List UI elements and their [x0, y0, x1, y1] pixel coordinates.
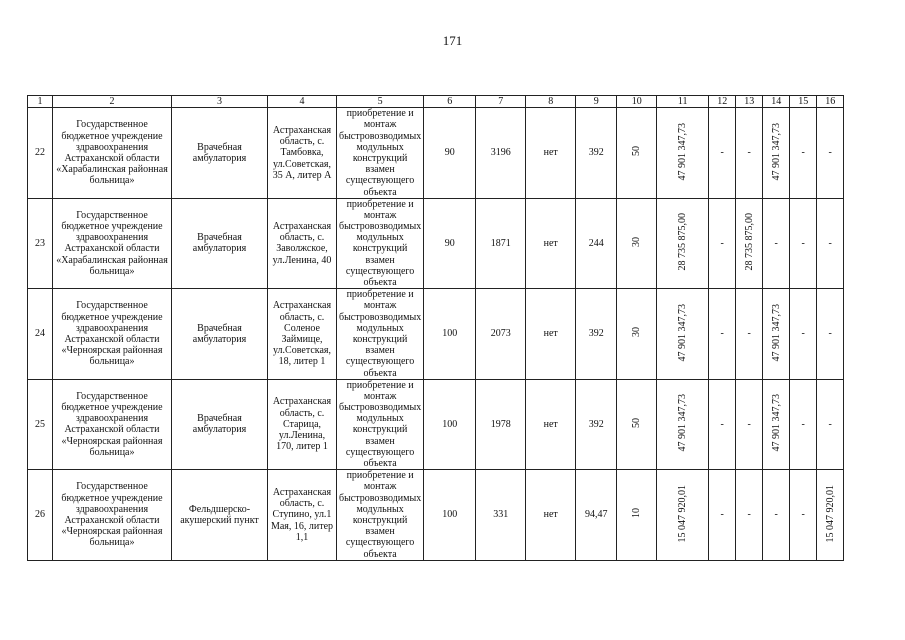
cell-col7: 2073 [476, 289, 526, 380]
cell-col16: - [817, 198, 844, 289]
cell-col10-text: 10 [631, 508, 643, 519]
cell-col8: нет [526, 379, 576, 470]
action-cell: приобретение и монтаж быстровозводимых модульных конструкций взамен существующего объекта [337, 108, 424, 199]
institution-cell: Государственное бюджетное учреждение здравоохранения Астраханской области «Харабалинская районная больница» [53, 108, 172, 199]
address-cell: Астраханская область, с. Соленое Займище, ул.Советская, 18, литер 1 [268, 289, 337, 380]
cell-col10-text: 50 [631, 417, 643, 428]
cell-col8: нет [526, 198, 576, 289]
cell-col13: - [736, 470, 763, 561]
cell-col9: 392 [576, 108, 617, 199]
facility-cell: Врачебная амбулатория [172, 198, 268, 289]
cell-col13: - [736, 379, 763, 470]
cell-col7: 331 [476, 470, 526, 561]
column-number-11: 11 [657, 96, 709, 108]
address-cell: Астраханская область, с. Старица, ул.Ленина, 170, литер 1 [268, 379, 337, 470]
action-cell: приобретение и монтаж быстровозводимых модульных конструкций взамен существующего объекта [337, 198, 424, 289]
row-number: 24 [28, 289, 53, 380]
cell-col13: - [736, 289, 763, 380]
action-cell: приобретение и монтаж быстровозводимых модульных конструкций взамен существующего объекта [337, 470, 424, 561]
cell-col14: - [763, 198, 790, 289]
cell-col10 [617, 108, 657, 199]
cell-col14-text: 47 901 347,73 [770, 394, 782, 452]
cell-col10 [617, 289, 657, 380]
cell-col11-text: 47 901 347,73 [677, 303, 689, 362]
cell-col10-text: 30 [631, 327, 643, 338]
cell-col15: - [790, 379, 817, 470]
table-row [28, 108, 844, 199]
table-row [28, 198, 844, 289]
data-table [27, 95, 844, 561]
row-number: 25 [28, 379, 53, 470]
cell-col14-text: 47 901 347,73 [770, 122, 782, 181]
cell-col14: - [763, 470, 790, 561]
cell-col12: - [709, 470, 736, 561]
column-number-9: 9 [576, 96, 617, 108]
cell-col6: 100 [424, 379, 476, 470]
column-number-5: 5 [337, 96, 424, 108]
cell-col11 [657, 470, 709, 561]
column-number-2: 2 [53, 96, 172, 108]
cell-col7: 1978 [476, 379, 526, 470]
cell-col11 [657, 289, 709, 380]
cell-col10 [617, 470, 657, 561]
cell-col15: - [790, 198, 817, 289]
column-number-12: 12 [709, 96, 736, 108]
cell-col9: 94,47 [576, 470, 617, 561]
address-cell: Астраханская область, с. Заволжское, ул.Ленина, 40 [268, 198, 337, 289]
cell-col7: 1871 [476, 198, 526, 289]
column-number-15: 15 [790, 96, 817, 108]
column-number-1: 1 [28, 96, 53, 108]
column-number-8: 8 [526, 96, 576, 108]
institution-cell: Государственное бюджетное учреждение здравоохранения Астраханской области «Черноярская районная больница» [53, 470, 172, 561]
cell-col16-text: 15 047 920,01 [824, 484, 836, 543]
cell-col10-text: 50 [631, 146, 643, 157]
address-cell: Астраханская область, с. Тамбовка, ул.Советская, 35 А, литер А [268, 108, 337, 199]
cell-col8: нет [526, 470, 576, 561]
cell-col11-text: 15 047 920,01 [677, 484, 689, 543]
cell-col15: - [790, 108, 817, 199]
cell-col12: - [709, 198, 736, 289]
cell-col13: - [736, 108, 763, 199]
column-numbers-row [28, 96, 844, 108]
column-number-6: 6 [424, 96, 476, 108]
facility-cell: Врачебная амбулатория [172, 108, 268, 199]
facility-cell: Фельдшерско-акушерский пункт [172, 470, 268, 561]
facility-cell: Врачебная амбулатория [172, 289, 268, 380]
row-number: 26 [28, 470, 53, 561]
page-number: 171 [442, 33, 463, 48]
cell-col16 [817, 470, 844, 561]
cell-col14 [763, 379, 790, 470]
cell-col11-text: 47 901 347,73 [677, 122, 689, 181]
column-number-10: 10 [617, 96, 657, 108]
column-number-7: 7 [476, 96, 526, 108]
cell-col11 [657, 198, 709, 289]
cell-col9: 392 [576, 379, 617, 470]
cell-col11-text: 28 735 875,00 [677, 213, 689, 271]
cell-col16: - [817, 108, 844, 199]
cell-col12: - [709, 289, 736, 380]
column-number-13: 13 [736, 96, 763, 108]
cell-col10-text: 30 [631, 236, 643, 247]
action-cell: приобретение и монтаж быстровозводимых модульных конструкций взамен существующего объекта [337, 379, 424, 470]
cell-col16: - [817, 289, 844, 380]
cell-col15: - [790, 289, 817, 380]
cell-col12: - [709, 108, 736, 199]
column-number-3: 3 [172, 96, 268, 108]
institution-cell: Государственное бюджетное учреждение здравоохранения Астраханской области «Черноярская районная больница» [53, 379, 172, 470]
address-cell: Астраханская область, с. Ступино, ул.1 Мая, 16, литер 1,1 [268, 470, 337, 561]
cell-col6: 90 [424, 108, 476, 199]
institution-cell: Государственное бюджетное учреждение здравоохранения Астраханской области «Харабалинская районная больница» [53, 198, 172, 289]
action-cell: приобретение и монтаж быстровозводимых модульных конструкций взамен существующего объекта [337, 289, 424, 380]
cell-col13 [736, 198, 763, 289]
cell-col15: - [790, 470, 817, 561]
row-number: 23 [28, 198, 53, 289]
cell-col6: 100 [424, 289, 476, 380]
column-number-14: 14 [763, 96, 790, 108]
column-number-4: 4 [268, 96, 337, 108]
cell-col9: 392 [576, 289, 617, 380]
table-row [28, 470, 844, 561]
cell-col8: нет [526, 289, 576, 380]
cell-col16: - [817, 379, 844, 470]
cell-col14 [763, 108, 790, 199]
cell-col11 [657, 379, 709, 470]
table-row [28, 379, 844, 470]
cell-col10 [617, 379, 657, 470]
cell-col14 [763, 289, 790, 380]
cell-col6: 100 [424, 470, 476, 561]
table-row [28, 289, 844, 380]
cell-col8: нет [526, 108, 576, 199]
table-body [28, 96, 844, 561]
facility-cell: Врачебная амбулатория [172, 379, 268, 470]
cell-col6: 90 [424, 198, 476, 289]
cell-col14-text: 47 901 347,73 [770, 303, 782, 362]
cell-col10 [617, 198, 657, 289]
cell-col11-text: 47 901 347,73 [677, 394, 689, 452]
row-number: 22 [28, 108, 53, 199]
cell-col7: 3196 [476, 108, 526, 199]
institution-cell: Государственное бюджетное учреждение здравоохранения Астраханской области «Черноярская районная больница» [53, 289, 172, 380]
cell-col9: 244 [576, 198, 617, 289]
cell-col11 [657, 108, 709, 199]
column-number-16: 16 [817, 96, 844, 108]
cell-col12: - [709, 379, 736, 470]
cell-col13-text: 28 735 875,00 [743, 213, 755, 271]
